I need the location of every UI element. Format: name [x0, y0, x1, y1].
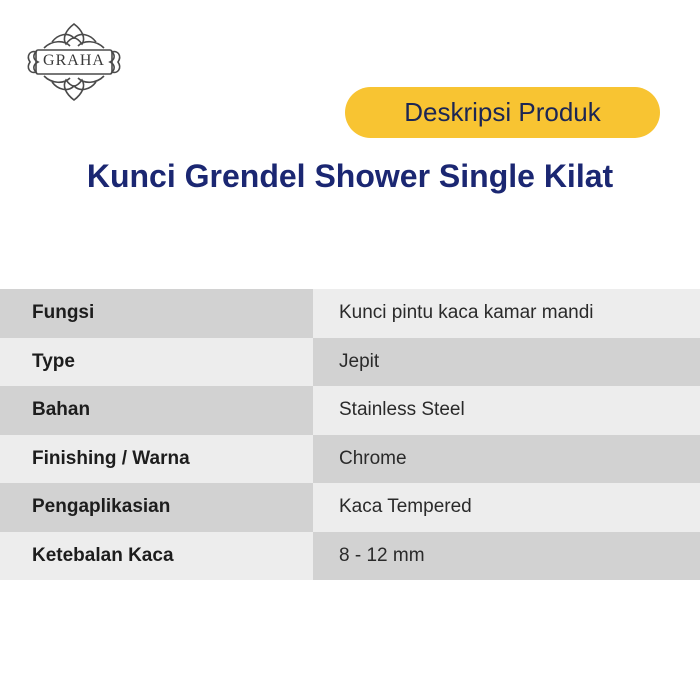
- spec-label: Bahan: [0, 386, 313, 435]
- spec-row-finishing: [0, 435, 700, 484]
- logo-wordmark: GRAHA: [43, 52, 105, 69]
- spec-row-fungsi: [0, 289, 700, 338]
- spec-value: Kunci pintu kaca kamar mandi: [313, 289, 700, 338]
- spec-value: 8 - 12 mm: [313, 532, 700, 581]
- spec-row-bahan: [0, 386, 700, 435]
- spec-value: Stainless Steel: [313, 386, 700, 435]
- spec-table: [0, 289, 700, 580]
- spec-label: Type: [0, 338, 313, 387]
- spec-label: Pengaplikasian: [0, 483, 313, 532]
- spec-label: Fungsi: [0, 289, 313, 338]
- spec-value: Jepit: [313, 338, 700, 387]
- spec-value: Chrome: [313, 435, 700, 484]
- spec-label: Finishing / Warna: [0, 435, 313, 484]
- section-badge: Deskripsi Produk: [345, 87, 660, 138]
- spec-row-type: [0, 338, 700, 387]
- product-title: Kunci Grendel Shower Single Kilat: [86, 158, 614, 194]
- spec-label: Ketebalan Kaca: [0, 532, 313, 581]
- spec-row-ketebalan: [0, 532, 700, 581]
- spec-row-pengaplikasian: [0, 483, 700, 532]
- spec-value: Kaca Tempered: [313, 483, 700, 532]
- brand-logo: [22, 18, 126, 106]
